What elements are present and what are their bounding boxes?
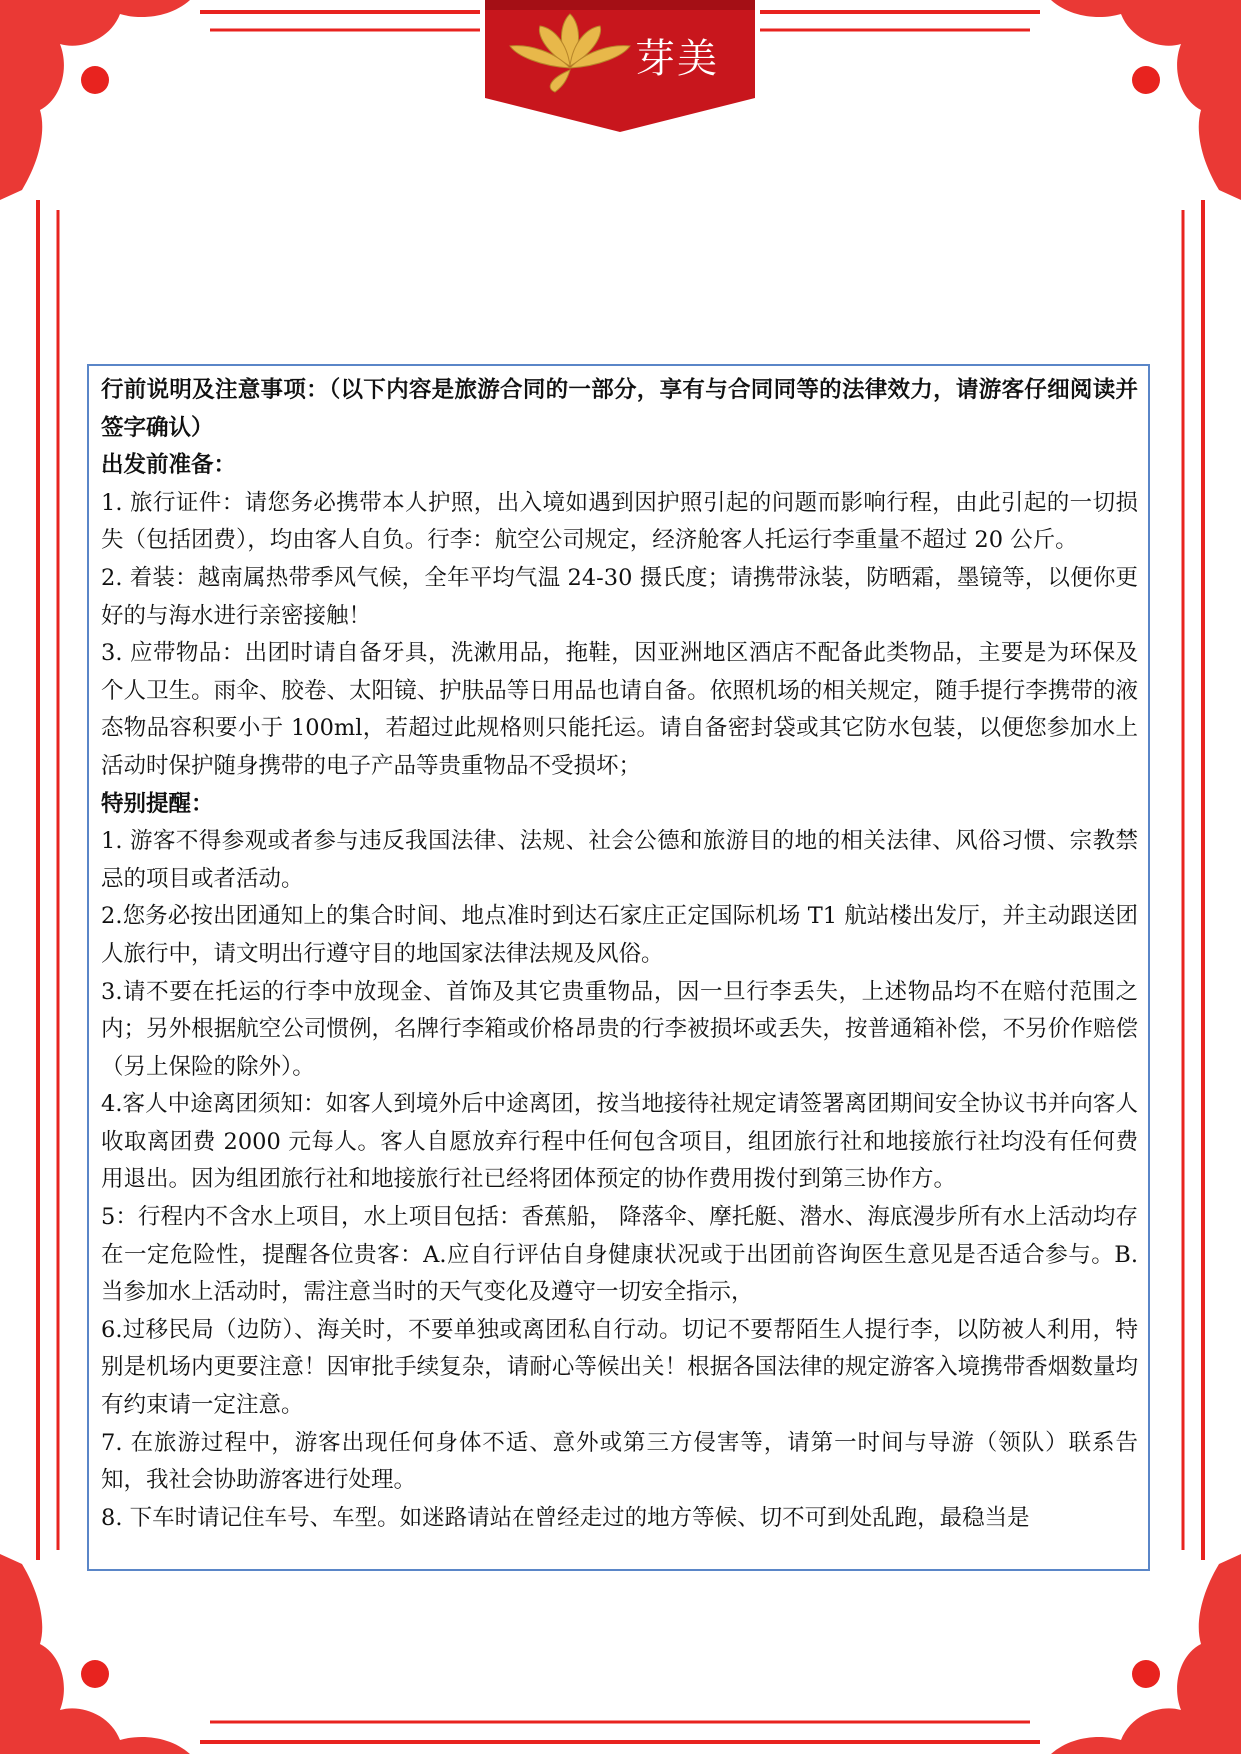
list-item: 1. 游客不得参观或者参与违反我国法律、法规、社会公德和旅游目的地的相关法律、风俗习惯、宗教禁忌的项目或者活动。 (101, 828, 1138, 892)
header-banner (485, 0, 755, 132)
list-item: 8. 下车时请记住车号、车型。如迷路请站在曾经走过的地方等候、切不可到处乱跑，最稳当是 (101, 1504, 1030, 1531)
list-item: 4.客人中途离团须知：如客人到境外后中途离团，按当地接待社规定请签署离团期间安全协议书并向客人收取离团费 2000 元每人。客人自愿放弃行程中任何包含项目，组团旅行社和地接旅行社均没有任何费用退出。因为组团旅行社和地接旅行社已经将团体预定的协作费用拨付到第三协作方。 (101, 1091, 1138, 1193)
list-item: 1. 旅行证件：请您务必携带本人护照，出入境如遇到因护照引起的问题而影响行程，由此引起的一切损失（包括团费），均由客人自负。行李：航空公司规定，经济舱客人托运行李重量不超过 20 公斤。 (101, 489, 1138, 554)
notice-box (87, 364, 1150, 1571)
list-item: 3.请不要在托运的行李中放现金、首饰及其它贵重物品，因一旦行李丢失，上述物品均不在赔付范围之内；另外根据航空公司惯例，名牌行李箱或价格昂贵的行李被损坏或丢失，按普通箱补偿，不另价作赔偿（另上保险的除外）。 (101, 978, 1138, 1080)
list-item: 5：行程内不含水上项目，水上项目包括：香蕉船， 降落伞、摩托艇、潜水、海底漫步所有水上活动均存在一定危险性，提醒各位贵客：A.应自行评估自身健康状况或于出团前咨询医生意见是否适合参与。B.当参加水上活动时，需注意当时的天气变化及遵守一切安全指示， (101, 1204, 1138, 1306)
list-item: 2.您务必按出团通知上的集合时间、地点准时到达石家庄正定国际机场 T1 航站楼出发厅，并主动跟送团人旅行中，请文明出行遵守目的地国家法律法规及风俗。 (101, 903, 1138, 967)
list-item: 2. 着装：越南属热带季风气候，全年平均气温 24-30 摄氏度；请携带泳装，防晒霜，墨镜等，以便你更好的与海水进行亲密接触！ (101, 564, 1138, 629)
corner-ornament-top-right (1051, 0, 1241, 200)
list-item: 7. 在旅游过程中，游客出现任何身体不适、意外或第三方侵害等，请第一时间与导游（领队）联系告知，我社会协助游客进行处理。 (101, 1429, 1138, 1494)
list-item: 6.过移民局（边防）、海关时，不要单独或离团私自行动。切记不要帮陌生人提行李，以防被人利用，特别是机场内更要注意！因审批手续复杂，请耐心等候出关！根据各国法律的规定游客入境携带香烟数量均有约束请一定注意。 (101, 1316, 1138, 1419)
list-item: 3. 应带物品：出团时请自备牙具，洗漱用品，拖鞋，因亚洲地区酒店不配备此类物品，主要是为环保及个人卫生。雨伞、胶卷、太阳镜、护肤品等日用品也请自备。依照机场的相关规定，随手提行李携带的液态物品容积要小于 100ml，若超过此规格则只能托运。请自备密封袋或其它防水包装，以便您参加水上活动时保护随身携带的电子产品等贵重物品不受损坏； (101, 640, 1138, 779)
corner-ornament-bottom-left (0, 1554, 190, 1754)
section-heading-preparation: 出发前准备： (101, 452, 237, 479)
corner-ornament-top-left (0, 0, 190, 200)
corner-ornament-bottom-right (1051, 1554, 1241, 1754)
notice-title: 行前说明及注意事项：（以下内容是旅游合同的一部分，享有与合同同等的法律效力，请游客仔细阅读并签字确认） (101, 377, 1138, 441)
section-heading-reminder: 特别提醒： (101, 790, 214, 817)
brand-name: 芽美 (635, 36, 719, 82)
